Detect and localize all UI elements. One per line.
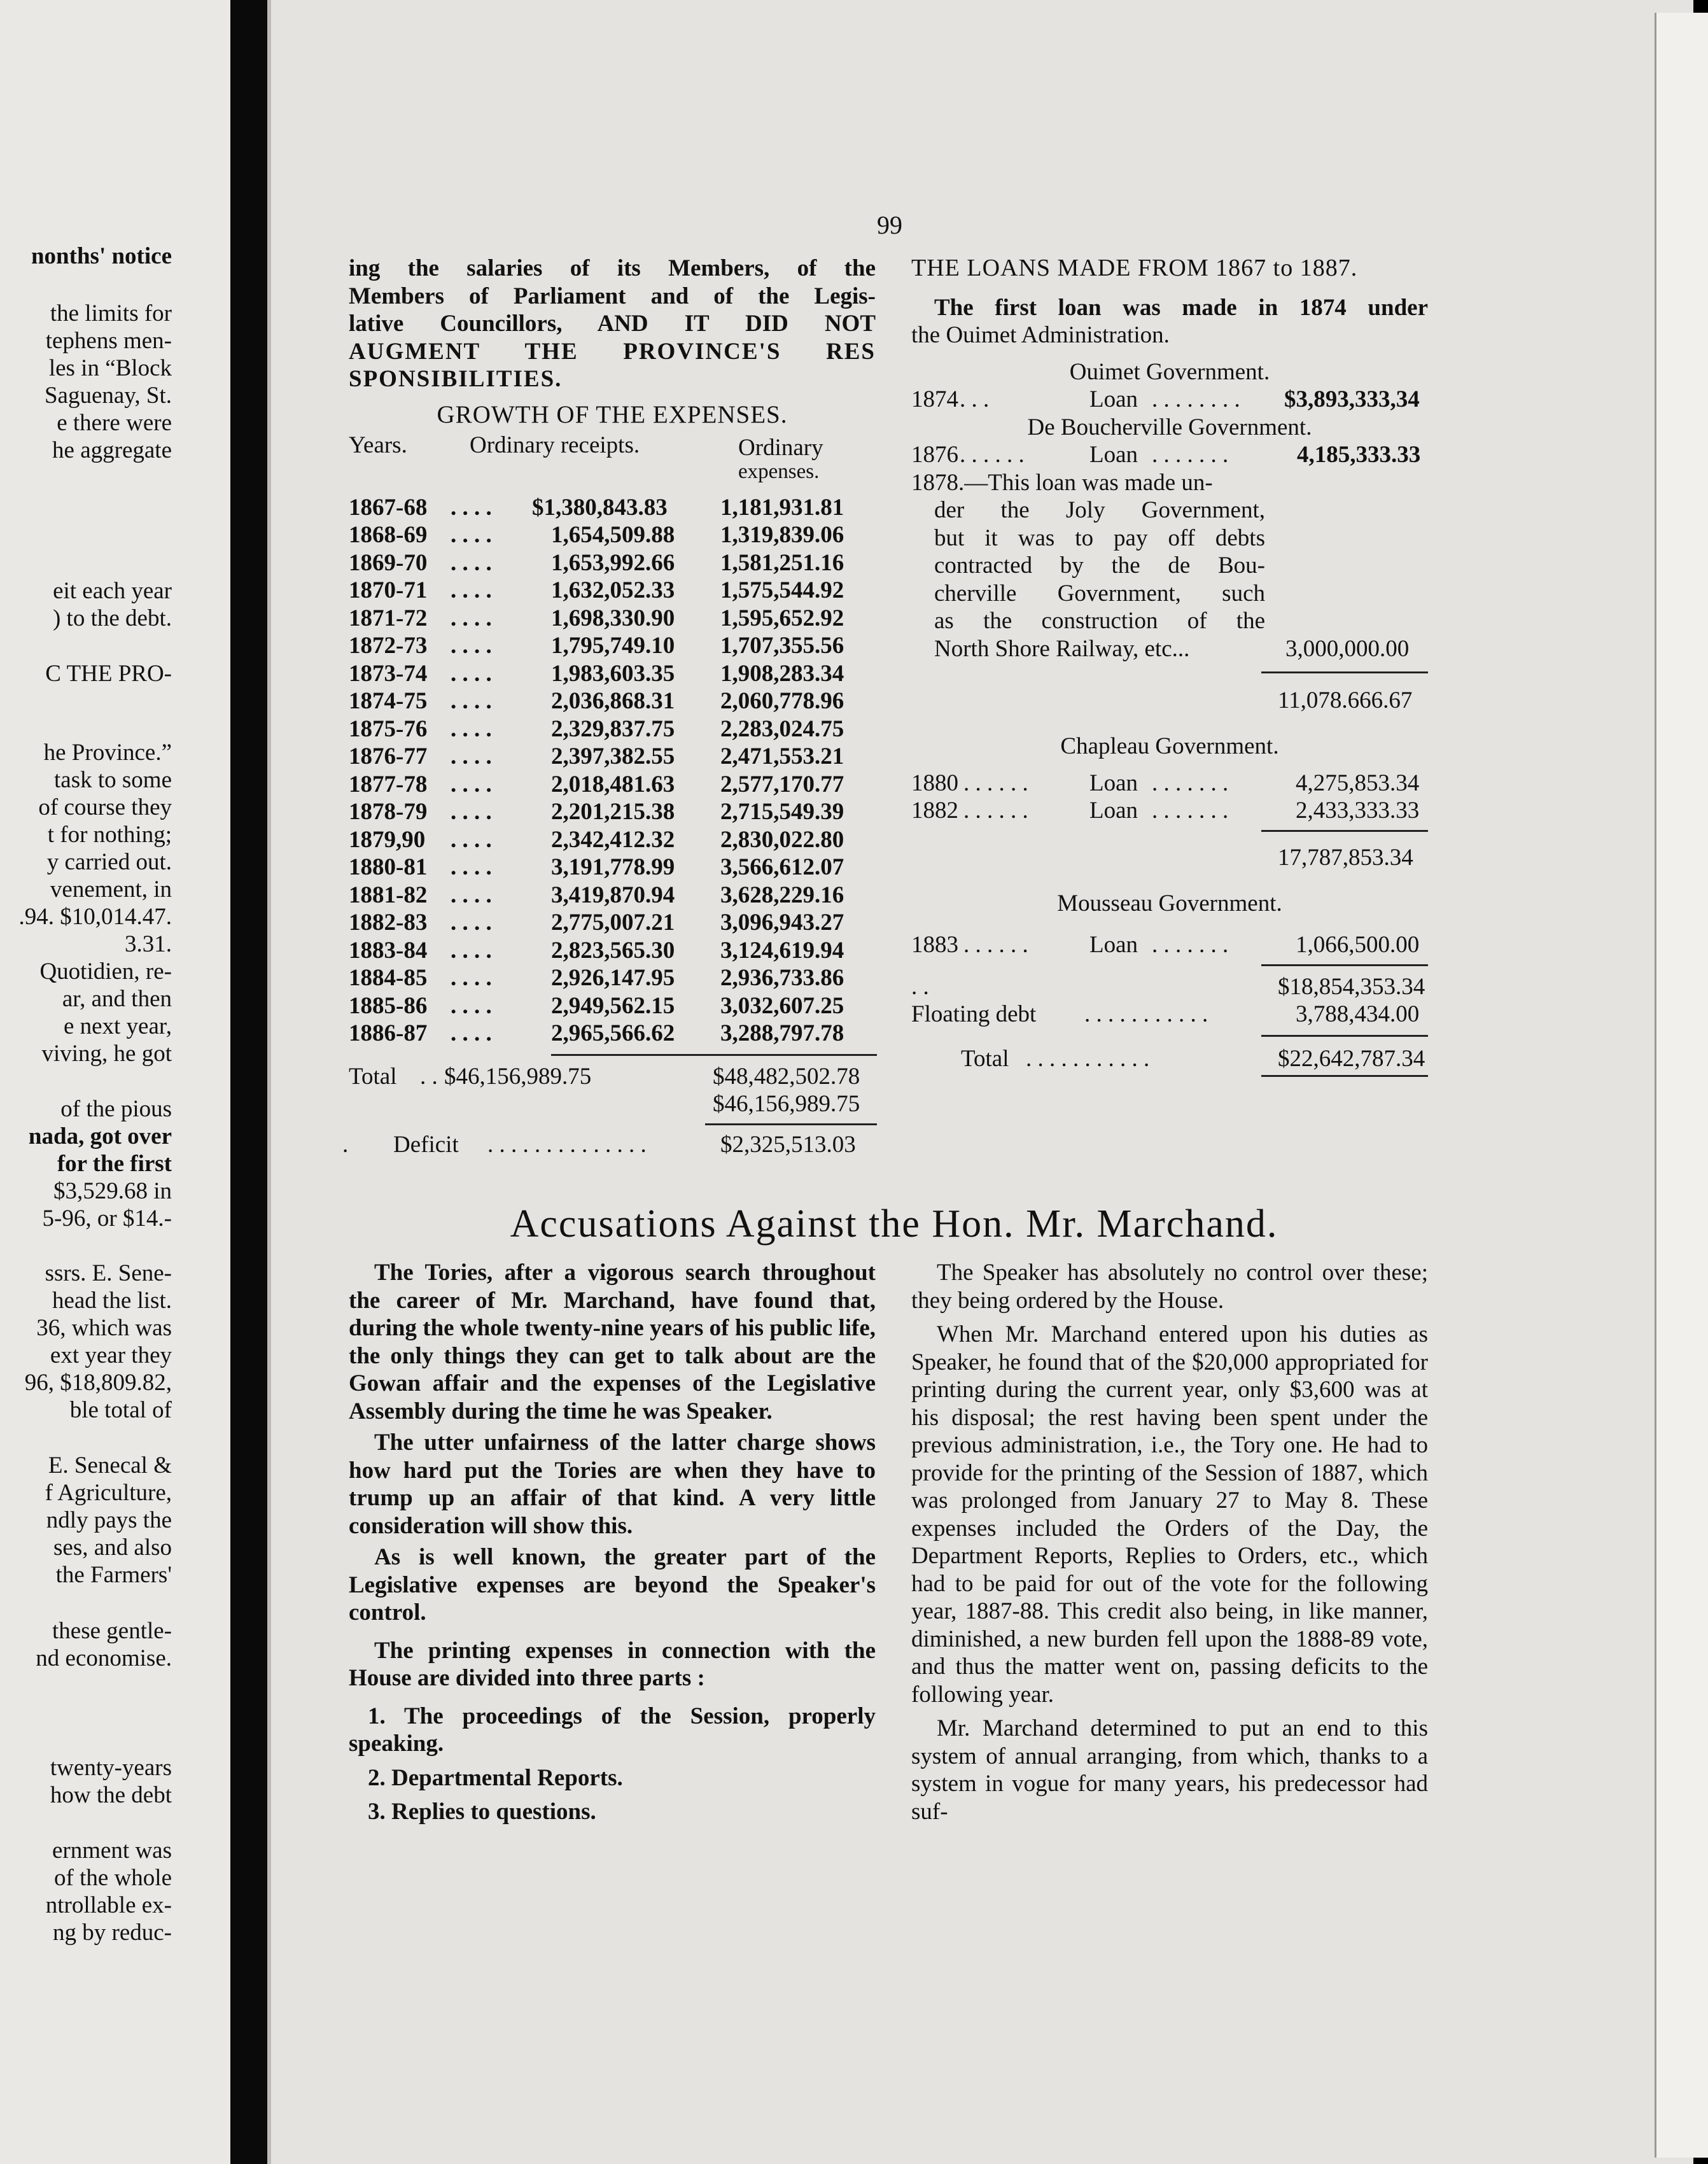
left-page-line: ar, and then	[62, 986, 172, 1012]
table-row	[349, 882, 876, 910]
row-leader: . . . .	[451, 937, 492, 964]
row-expenses: 3,566,612.07	[720, 854, 844, 880]
left-page-line: f Agriculture,	[45, 1480, 172, 1506]
row-receipts: 2,342,412.32	[551, 826, 675, 853]
row-year: 1874-75	[349, 688, 428, 714]
row-leader: . . . .	[451, 1020, 492, 1046]
table-row	[349, 826, 876, 854]
left-page-line: how the debt	[50, 1782, 172, 1808]
subtotal-2: 17,787,853.34	[1278, 844, 1413, 871]
intro-line: SPONSIBILITIES.	[349, 366, 563, 392]
left-page-line: ernment was	[52, 1837, 172, 1864]
row-receipts: 2,036,868.31	[551, 688, 675, 714]
table-row	[349, 549, 876, 577]
row-year: 1876-77	[349, 743, 428, 769]
article-right-column	[911, 1259, 1428, 1829]
left-page-line: nonths' notice	[31, 243, 172, 269]
loan-amount: 1,066,500.00	[1296, 932, 1420, 958]
left-page-line: ndly pays the	[46, 1507, 172, 1533]
header-years: Years.	[349, 432, 407, 458]
table-row	[349, 632, 876, 660]
left-page-line: 3.31.	[125, 931, 172, 957]
left-page-line: ) to the debt.	[52, 605, 172, 631]
list-item: 1. The proceedings of the Session, properly speaking.	[349, 1703, 876, 1757]
rule	[1261, 1035, 1428, 1037]
row-expenses: 3,288,797.78	[720, 1020, 844, 1046]
row-expenses: 2,936,733.86	[720, 965, 844, 991]
row-expenses: 1,581,251.16	[720, 549, 844, 576]
article-title: Accusations Against the Hon. Mr. Marchand.	[510, 1202, 1278, 1246]
loan-row-1880: 1880 . . . . . . Loan . . . . . . . 4,275,853.34	[911, 769, 1420, 796]
left-page-line: the Farmers'	[55, 1562, 172, 1588]
row-receipts: 3,419,870.94	[551, 882, 675, 908]
row-expenses: 3,096,943.27	[720, 910, 844, 936]
row-year: 1882-83	[349, 910, 428, 936]
left-page-line: he Province.”	[43, 740, 172, 766]
row-expenses: 2,830,022.80	[720, 826, 844, 853]
left-page-line: these gentle-	[52, 1618, 172, 1644]
total-receipts: $46,156,989.75	[444, 1063, 592, 1090]
left-page-line: y carried out.	[46, 849, 172, 875]
expenses-rows	[349, 494, 876, 1048]
loan-note-line: 1878.—This loan was made un-	[911, 469, 1213, 496]
book-gutter	[230, 0, 267, 2164]
left-page-line: ssrs. E. Sene-	[45, 1260, 172, 1286]
loans-section	[911, 255, 1428, 1085]
left-page-line: e next year,	[63, 1013, 172, 1039]
row-leader: . . . .	[451, 882, 492, 908]
row-expenses: 2,060,778.96	[720, 688, 844, 714]
article-paragraph: The Tories, after a vigorous search throughout the career of Mr. Marchand, have found that, during the whole twenty-nine years of his public life, the only things they can get to talk about are the Gowan affair and the expenses of the Legislative Assembly during the time he was Speaker.	[349, 1260, 876, 1424]
intro-line: Members of Parliament and of the Legis-	[349, 283, 876, 309]
row-receipts: 2,949,562.15	[551, 992, 675, 1019]
loan-row-1883: 1883 . . . . . . Loan . . . . . . . 1,066,500.00	[911, 932, 1420, 958]
row-receipts: 1,983,603.35	[551, 660, 675, 687]
row-receipts: 2,329,837.75	[551, 715, 675, 742]
loans-total-row: Total . . . . . . . . . . . $22,642,787.34	[961, 1045, 1425, 1072]
row-receipts: 2,926,147.95	[551, 965, 675, 991]
left-page-line: for the first	[57, 1151, 172, 1177]
row-leader: . . . .	[451, 577, 492, 603]
deficit-label: Deficit	[393, 1131, 459, 1158]
row-year: 1873-74	[349, 660, 428, 687]
row-leader: . . . .	[451, 799, 492, 825]
row-year: 1885-86	[349, 992, 428, 1019]
loans-intro: the Ouimet Administration.	[911, 322, 1170, 348]
header-expenses-2: expenses.	[738, 460, 820, 483]
row-year: 1871-72	[349, 605, 428, 631]
left-page-line: head the list.	[52, 1288, 172, 1314]
row-leader: . . . .	[451, 633, 492, 659]
row-leader: . . . .	[451, 965, 492, 991]
row-expenses: 3,032,607.25	[720, 992, 844, 1019]
row-year: 1880-81	[349, 854, 428, 880]
left-page-line: tephens men-	[45, 328, 172, 354]
total-row: Total . . $46,156,989.75 $48,482,502.78	[349, 1063, 860, 1090]
table-row	[349, 854, 876, 882]
page-edge	[1655, 13, 1708, 2158]
row-leader: . . . .	[451, 549, 492, 576]
deficit-row: . Deficit . . . . . . . . . . . . . . $2,325,513.03	[342, 1131, 856, 1158]
left-page-line: ntrollable ex-	[45, 1892, 172, 1918]
row-leader: . . . .	[451, 771, 492, 797]
row-receipts: 1,653,992.66	[551, 549, 675, 576]
row-expenses: 1,908,283.34	[720, 660, 844, 687]
expenses-table-title: GROWTH OF THE EXPENSES.	[437, 401, 788, 428]
table-row	[349, 1020, 876, 1048]
left-page-line: les in “Block	[48, 355, 172, 381]
table-row	[349, 798, 876, 826]
subtotal-3: . . $18,854,353.34	[911, 973, 1425, 1000]
row-expenses: 1,707,355.56	[720, 633, 844, 659]
table-row	[349, 687, 876, 715]
row-receipts: 2,965,566.62	[551, 1020, 675, 1046]
row-expenses: 3,628,229.16	[720, 882, 844, 908]
loan-amount: 4,275,853.34	[1296, 769, 1420, 796]
row-receipts: 2,397,382.55	[551, 743, 675, 769]
rule	[705, 1123, 877, 1125]
rule	[1261, 830, 1428, 832]
list-item: 3. Replies to questions.	[368, 1799, 596, 1825]
header-expenses: Ordinary	[738, 434, 823, 461]
row-receipts: $1,380,843.83	[532, 494, 668, 521]
article-left-column	[349, 1259, 876, 1832]
left-page-line: 96, $18,809.82,	[24, 1370, 172, 1396]
article-paragraph: The printing expenses in connection with the House are divided into three parts :	[349, 1637, 876, 1691]
chapleau-heading: Chapleau Government.	[1060, 733, 1279, 759]
row-leader: . . . .	[451, 522, 492, 548]
row-leader: . . . .	[451, 494, 492, 521]
left-page-line: of course they	[38, 794, 172, 820]
left-page-line: C THE PRO-	[45, 661, 172, 687]
row-receipts: 2,201,215.38	[551, 799, 675, 825]
table-row	[349, 771, 876, 799]
ouimet-heading: Ouimet Government.	[1069, 358, 1270, 385]
row-receipts: 1,698,330.90	[551, 605, 675, 631]
rule	[1261, 1075, 1428, 1077]
left-page-line: viving, he got	[41, 1041, 172, 1067]
table-row	[349, 521, 876, 549]
loan-amount: 4,185,333.33	[1297, 442, 1421, 468]
row-year: 1881-82	[349, 882, 428, 908]
intro-line: AUGMENT THE PROVINCE'S RES	[349, 338, 876, 365]
left-page-fragment	[0, 0, 230, 2164]
table-row	[349, 715, 876, 743]
row-year: 1870-71	[349, 577, 428, 603]
table-row	[349, 937, 876, 965]
loans-intro: The first loan was made in 1874 under	[934, 294, 1428, 321]
row-leader: . . . .	[451, 688, 492, 714]
row-year: 1869-70	[349, 549, 428, 576]
expenses-table	[342, 401, 876, 1162]
row-leader: . . . .	[451, 854, 492, 880]
left-page-line: 36, which was	[36, 1315, 172, 1341]
loan-amount: 2,433,333.33	[1296, 797, 1420, 824]
table-row	[349, 743, 876, 771]
loan-note-line: as the construction of the	[934, 608, 1265, 634]
rule	[1261, 964, 1428, 966]
row-leader: . . . .	[451, 992, 492, 1019]
loans-title: THE LOANS MADE FROM 1867 to 1887.	[911, 255, 1358, 281]
left-page-line: .94. $10,014.47.	[18, 904, 172, 930]
row-expenses: 3,124,619.94	[720, 937, 844, 964]
left-page-line: ext year they	[50, 1342, 172, 1368]
loan-note-line: but it was to pay off debts	[934, 524, 1265, 551]
row-receipts: 1,632,052.33	[551, 577, 675, 603]
row-leader: . . . .	[451, 715, 492, 742]
left-page-line: he aggregate	[52, 437, 172, 463]
row-receipts: 1,654,509.88	[551, 522, 675, 548]
row-expenses: 1,319,839.06	[720, 522, 844, 548]
row-receipts: 2,018,481.63	[551, 771, 675, 797]
deboucherville-heading: De Boucherville Government.	[1027, 414, 1312, 440]
row-year: 1883-84	[349, 937, 428, 964]
article-paragraph: As is well known, the greater part of the Legislative expenses are beyond the Speaker's control.	[349, 1544, 876, 1626]
loan-amount: $3,893,333,34	[1284, 386, 1420, 412]
article-paragraph: Mr. Marchand determined to put an end to this system of annual arranging, from which, thanks to a system in vogue for many years, his predecessor had suf-	[911, 1715, 1428, 1825]
rule	[551, 1054, 713, 1056]
left-page-line: venement, in	[50, 876, 172, 903]
row-leader: . . . .	[451, 826, 492, 853]
expenses-table-header	[349, 429, 876, 494]
table-row	[349, 494, 876, 522]
row-year: 1872-73	[349, 633, 428, 659]
left-page-line: ng by reduc-	[53, 1920, 172, 1946]
row-expenses: 1,181,931.81	[720, 494, 844, 521]
row-receipts: 1,795,749.10	[551, 633, 675, 659]
left-page-line: t for nothing;	[47, 822, 172, 848]
header-receipts: Ordinary receipts.	[470, 432, 640, 458]
table-row	[349, 605, 876, 633]
table-row	[349, 992, 876, 1020]
table-row	[349, 660, 876, 688]
left-page-line: task to some	[54, 767, 172, 793]
list-item: 2. Departmental Reports.	[368, 1764, 623, 1791]
table-row	[349, 964, 876, 992]
total-expenses-less: $46,156,989.75	[713, 1091, 860, 1117]
row-receipts: 3,191,778.99	[551, 854, 675, 880]
intro-line: lative Councillors, AND IT DID NOT	[349, 311, 876, 337]
left-page-line: E. Senecal &	[48, 1452, 172, 1479]
loan-note-line: der the Joly Government,	[934, 497, 1265, 523]
row-year: 1868-69	[349, 522, 428, 548]
subtotal-1: 11,078.666.67	[1278, 687, 1413, 713]
rule	[705, 1054, 877, 1056]
left-page-line: eit each year	[53, 578, 172, 604]
intro-line: ing the salaries of its Members, of the	[349, 255, 876, 281]
row-leader: . . . .	[451, 743, 492, 769]
deficit-value: $2,325,513.03	[720, 1131, 856, 1158]
row-year: 1878-79	[349, 799, 428, 825]
intro-paragraph	[349, 255, 876, 393]
left-page-line: of the whole	[54, 1865, 172, 1891]
left-page-line: Saguenay, St.	[44, 383, 172, 409]
row-year: 1884-85	[349, 965, 428, 991]
loan-note-line: contracted by the de Bou-	[934, 552, 1265, 579]
loan-row-1882: 1882 . . . . . . Loan . . . . . . . 2,433,333.33	[911, 797, 1420, 824]
row-year: 1886-87	[349, 1020, 428, 1046]
row-year: 1879,90	[349, 826, 426, 853]
row-receipts: 2,775,007.21	[551, 910, 675, 936]
table-row	[349, 909, 876, 937]
loan-note-line: cherville Government, such	[934, 580, 1265, 607]
row-expenses: 2,715,549.39	[720, 799, 844, 825]
article-paragraph: When Mr. Marchand entered upon his duties as Speaker, he found that of the $20,000 appropriated for printing during the current year, only $3,600 was at his disposal; the rest having been spent under the previous administration, i.e., the Tory one. He had to provide for the printing of the Session of 1887, which was prolonged from January 27 to May 8. These expenses included the Orders of the Day, the Department Reports, Replies to Orders, etc., which had to be paid for out of the vote for the following year, 1887-88. This credit also being, in like manner, diminished, a new burden fell upon the 1888-89 vote, and thus the matter went on, passing deficits to the following year.	[911, 1321, 1428, 1708]
row-expenses: 1,595,652.92	[720, 605, 844, 631]
left-page-line: ble total of	[69, 1397, 172, 1423]
row-expenses: 2,283,024.75	[720, 715, 844, 742]
rule	[1261, 671, 1428, 673]
left-page-line: the limits for	[50, 300, 172, 327]
loan-row-1874: 1874 . . . Loan . . . . . . . . $3,893,333,34	[911, 386, 1420, 412]
loan-note-line: North Shore Railway, etc... 3,000,000.00	[934, 635, 1410, 662]
total-expenses: $48,482,502.78	[713, 1063, 860, 1090]
row-leader: . . . .	[451, 910, 492, 936]
left-page-line: twenty-years	[50, 1755, 172, 1781]
loan-row-1876: 1876 . . . . . . Loan . . . . . . . 4,185,333.33	[911, 442, 1421, 468]
article-paragraph: The Speaker has absolutely no control over these; they being ordered by the House.	[911, 1260, 1428, 1314]
floating-debt-row: Floating debt . . . . . . . . . . . 3,788,434.00	[911, 1001, 1420, 1027]
row-receipts: 2,823,565.30	[551, 937, 675, 964]
left-page-line: ses, and also	[53, 1535, 172, 1561]
row-expenses: 2,577,170.77	[720, 771, 844, 797]
row-leader: . . . .	[451, 660, 492, 687]
article-paragraph: The utter unfairness of the latter charge shows how hard put the Tories are when they have to trump up an affair of that kind. A very little consideration will show this.	[349, 1430, 876, 1539]
total-label: Total	[349, 1063, 397, 1090]
left-page-line: Quotidien, re-	[39, 959, 172, 985]
row-expenses: 1,575,544.92	[720, 577, 844, 603]
loan-amount: 3,000,000.00	[1285, 635, 1410, 662]
loan-note	[911, 469, 1428, 663]
row-expenses: 2,471,553.21	[720, 743, 844, 769]
row-year: 1875-76	[349, 715, 428, 742]
mousseau-heading: Mousseau Government.	[1057, 890, 1282, 917]
left-page-line: nada, got over	[28, 1123, 172, 1149]
total-less-row	[349, 1090, 876, 1118]
left-page-line: of the pious	[60, 1096, 172, 1122]
left-page-line: $3,529.68 in	[53, 1178, 172, 1204]
row-year: 1867-68	[349, 494, 428, 521]
left-page-line: 5-96, or $14.-	[42, 1205, 172, 1232]
row-year: 1877-78	[349, 771, 428, 797]
left-page-line: nd economise.	[36, 1645, 172, 1671]
table-row	[349, 577, 876, 605]
row-leader: . . . .	[451, 605, 492, 631]
page-number: 99	[877, 211, 902, 239]
left-page-line: e there were	[57, 410, 172, 436]
